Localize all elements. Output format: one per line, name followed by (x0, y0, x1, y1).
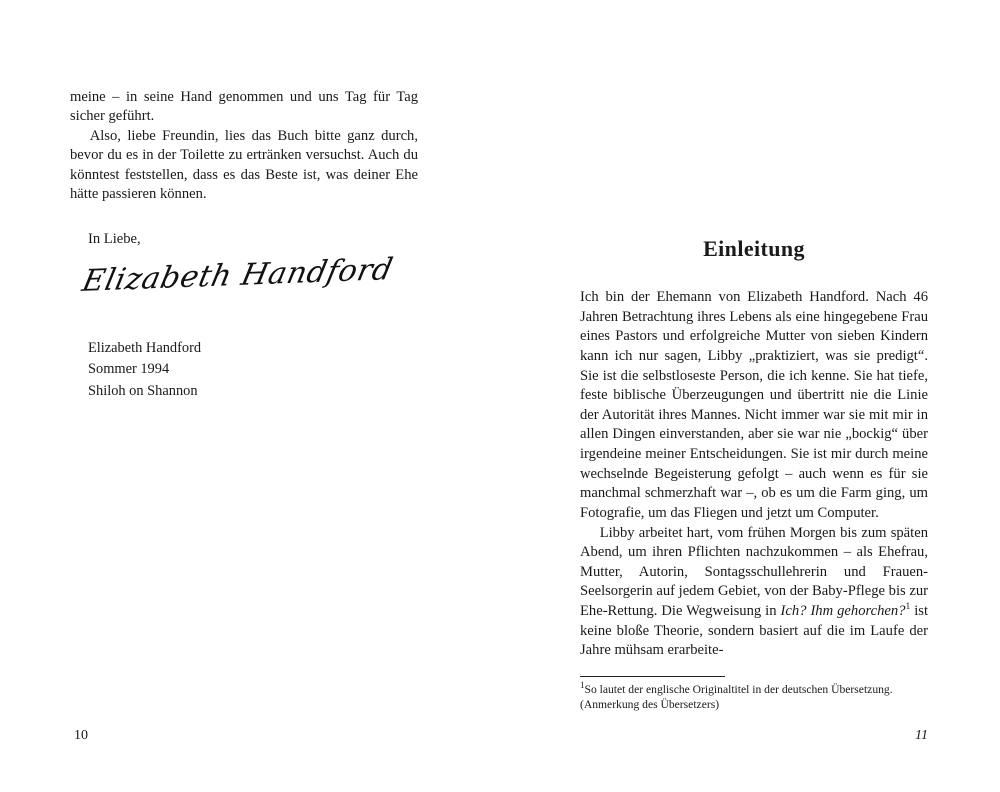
signature-block (88, 338, 418, 403)
chapter-title: Einleitung (703, 236, 805, 261)
signature-location: Shiloh on Shannon (88, 383, 198, 400)
right-paragraph-2 (580, 524, 928, 661)
left-paragraph-1: meine – in seine Hand genommen und uns Tag für Tag sicher geführt. (70, 89, 418, 125)
left-paragraph-2: Also, liebe Freundin, lies das Buch bitte ganz durch, bevor du es in der Toilette zu ertränken versuchst. Auch du könntest feststellen, dass es das Beste ist, was deiner Ehe hätte passieren können. (70, 127, 418, 203)
footnote-text-block (580, 680, 928, 713)
closing-salutation: In Liebe, (88, 231, 141, 248)
footnote-marker: 1 (905, 602, 911, 613)
signature-name: Elizabeth Handford (88, 339, 202, 356)
footnote-separator-rule (580, 676, 725, 677)
signature-date: Sommer 1994 (88, 361, 170, 378)
right-page-text-column (580, 288, 928, 661)
handwritten-signature (79, 251, 418, 330)
page-number-left: 10 (74, 728, 88, 743)
footnote-number: 1 (580, 680, 585, 690)
signature-script-text: Elizabeth Handford (79, 251, 397, 299)
footnote-body: So lautet der englische Originaltitel in der deutschen Übersetzung. (Anmerkung des Übersetzers) (580, 682, 893, 711)
left-page-text-column (70, 88, 418, 403)
right-paragraph-1: Ich bin der Ehemann von Elizabeth Handford. Nach 46 Jahren Betrachtung ihres Lebens als eine hingegebene Frau eines Pastors und erfolgreiche Mutter von sieben Kindern kann ich nur sagen, Libby „praktiziert, was sie predigt“. Sie ist die selbstloseste Person, die ich kenne. Sie hat tiefe, feste biblische Überzeugungen und übertritt nie die Linie der Autorität ihres Mannes. Nicht immer war sie mit mir in allen Dingen einverstanden, aber sie war nie „bockig“ über irgendeine meiner Entscheidungen. Sie ist mir durch meine wechselnde Begeisterung gefolgt – auch wenn es für sie manchmal schmerzhaft war –, ob es um die Farm ging, um Fotografie, um das Fliegen und jetzt um Computer. (580, 289, 928, 521)
right-paragraph-2-part-b: ist keine bloße Theorie, sondern basiert auf die im Laufe der Jahre mühsam erarbeite- (580, 603, 929, 659)
page-number-right: 11 (915, 728, 928, 743)
right-paragraph-2-part-a: Libby arbeitet hart, vom frühen Morgen bis zum späten Abend, um ihren Pflichten nachzukommen – als Ehefrau, Mutter, Autorin, Sontagsschullehrerin und Frauen-Seelsorgerin auf jedem Gebiet, von der Baby-Pflege bis zur Ehe-Rettung. Die Wegweisung in (580, 524, 928, 619)
book-title-italic: Ich? Ihm gehorchen? (780, 603, 906, 619)
